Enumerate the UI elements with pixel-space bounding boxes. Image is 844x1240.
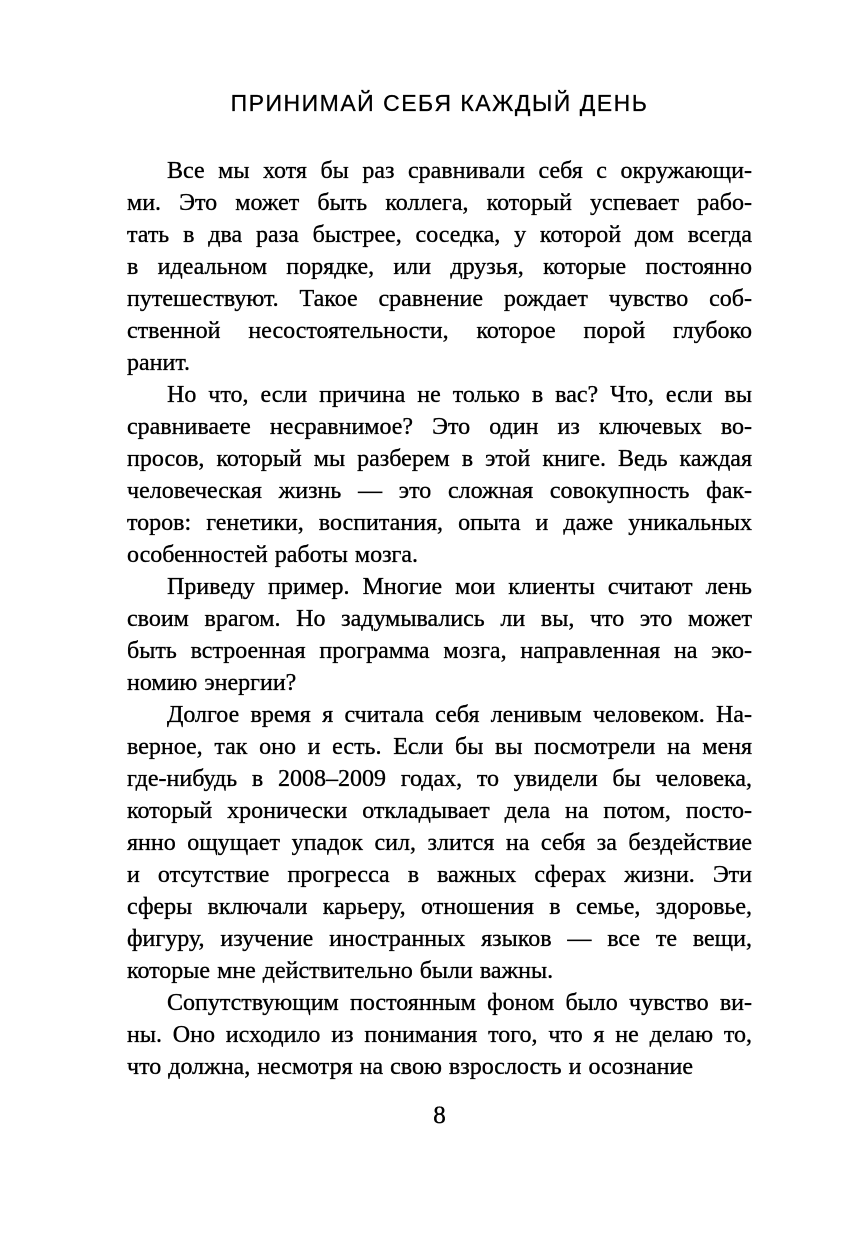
text-line: торов: генетики, воспитания, опыта и даже уникальных: [127, 510, 752, 536]
text-line: ранит.: [127, 350, 191, 376]
text-line: путешествуют. Такое сравнение рождает чувство соб-: [127, 286, 752, 312]
text-line: фигуру, изучение иностранных языков — все те вещи,: [127, 926, 752, 952]
text-line: своим врагом. Но задумывались ли вы, что это может: [127, 606, 752, 632]
text-line: сферы включали карьеру, отношения в семье, здоровье,: [127, 894, 752, 920]
text-line: верное, так оно и есть. Если бы вы посмотрели на меня: [127, 734, 752, 760]
text-line: номию энергии?: [127, 670, 297, 696]
text-line: человеческая жизнь — это сложная совокупность фак-: [127, 478, 752, 504]
paragraph: [127, 155, 752, 379]
text-line: ми. Это может быть коллега, который успевает рабо-: [127, 190, 752, 216]
text-line: Все мы хотя бы раз сравнивали себя с окружающи-: [167, 158, 752, 184]
text-line: Но что, если причина не только в вас? Что, если вы: [167, 382, 752, 408]
text-line: который хронически откладывает дела на потом, посто-: [127, 798, 752, 824]
text-line: сравниваете несравнимое? Это один из ключевых во-: [127, 414, 752, 440]
text-line: тать в два раза быстрее, соседка, у которой дом всегда: [127, 222, 752, 248]
text-line: которые мне действительно были важны.: [127, 958, 554, 984]
text-line: в идеальном порядке, или друзья, которые постоянно: [127, 254, 752, 280]
text-line: где-нибудь в 2008–2009 годах, то увидели бы человека,: [127, 766, 752, 792]
text-line: Долгое время я считала себя ленивым человеком. На-: [167, 702, 752, 728]
text-line: Приведу пример. Многие мои клиенты считают лень: [167, 574, 752, 600]
text-line: ственной несостоятельности, которое порой глубоко: [127, 318, 752, 344]
text-line: особенностей работы мозга.: [127, 542, 419, 568]
running-header: ПРИНИМАЙ СЕБЯ КАЖДЫЙ ДЕНЬ: [230, 90, 649, 116]
text-line: просов, который мы разберем в этой книге. Ведь каждая: [127, 446, 752, 472]
text-line: Сопутствующим постоянным фоном было чувство ви-: [167, 990, 752, 1016]
paragraph: [127, 379, 752, 571]
body-text: [127, 155, 752, 1083]
paragraph: [127, 987, 752, 1083]
text-line: что должна, несмотря на свою взрослость и осознание: [127, 1054, 694, 1080]
paragraph: [127, 571, 752, 699]
text-line: и отсутствие прогресса в важных сферах жизни. Эти: [127, 862, 752, 888]
text-line: ны. Оно исходило из понимания того, что я не делаю то,: [127, 1022, 752, 1048]
text-line: быть встроенная программа мозга, направленная на эко-: [127, 638, 752, 664]
paragraph: [127, 699, 752, 987]
page-number: 8: [433, 1102, 446, 1129]
text-line: янно ощущает упадок сил, злится на себя за бездействие: [127, 830, 752, 856]
